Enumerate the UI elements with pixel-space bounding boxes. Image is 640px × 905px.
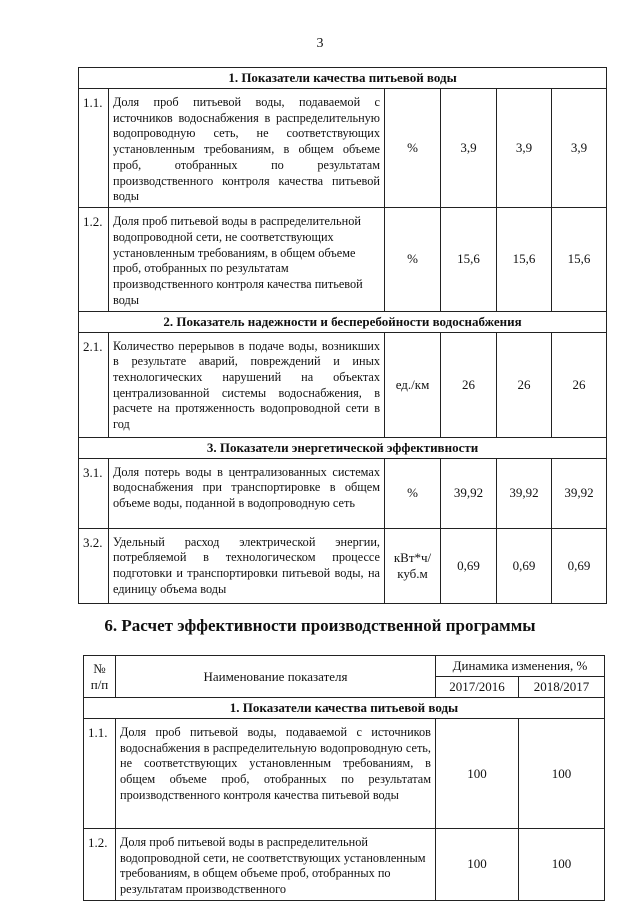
table-row	[79, 332, 607, 437]
section-heading: 6. Расчет эффективности производственной программы	[104, 616, 536, 635]
value-cell: 39,92	[497, 458, 552, 528]
value-cell: 0,69	[497, 528, 552, 603]
indicator-name: Доля проб питьевой воды в распределительной водопроводной сети, не соответствующих установленным требованиям, в общем объеме проб, отобранных по результатам производственного	[116, 829, 436, 901]
section-header	[79, 68, 607, 89]
row-number: 3.1.	[79, 458, 109, 528]
value-cell: 39,92	[552, 458, 607, 528]
header-period: 2017/2016	[436, 677, 519, 698]
table-row	[79, 458, 607, 528]
value-cell: 3,9	[497, 89, 552, 208]
page-number: 3	[316, 36, 324, 51]
section-title: 1. Показатели качества питьевой воды	[84, 698, 605, 719]
value-cell: 15,6	[552, 208, 607, 311]
value-cell: 3,9	[441, 89, 497, 208]
indicator-name: Доля проб питьевой воды, подаваемой с источников водоснабжения в распределительную водопроводную сеть, не соответствующих установленным требованиям, в общем объеме проб, отобранных по результатам производственного контроля качества питьевой воды	[109, 89, 385, 208]
value-cell: 0,69	[441, 528, 497, 603]
unit: %	[385, 89, 441, 208]
section-header	[84, 698, 605, 719]
value-cell: 26	[552, 332, 607, 437]
section-header	[79, 437, 607, 458]
section-title: 2. Показатель надежности и бесперебойности водоснабжения	[79, 311, 607, 332]
row-number: 1.1.	[84, 719, 116, 829]
indicator-name: Доля проб питьевой воды в распределительной водопроводной сети, не соответствующих установленным требованиям, в общем объеме проб, отобранных по результатам производственного контроля качества питьевой воды	[109, 208, 385, 311]
value-cell: 100	[519, 829, 605, 901]
efficiency-table	[83, 655, 605, 901]
header-name: Наименование показателя	[116, 656, 436, 698]
value-cell: 0,69	[552, 528, 607, 603]
value-cell: 100	[519, 719, 605, 829]
value-cell: 15,6	[441, 208, 497, 311]
unit: ед./км	[385, 332, 441, 437]
row-number: 1.2.	[84, 829, 116, 901]
value-cell: 15,6	[497, 208, 552, 311]
indicators-table	[78, 67, 607, 604]
table-row	[84, 719, 605, 829]
indicator-name: Удельный расход электрической энергии, потребляемой в технологическом процессе подготовки и транспортировки питьевой воды, на единицу объема воды	[109, 528, 385, 603]
section-title: 1. Показатели качества питьевой воды	[79, 68, 607, 89]
header-number: № п/п	[84, 656, 116, 698]
table-row	[79, 528, 607, 603]
section-title: 3. Показатели энергетической эффективности	[79, 437, 607, 458]
unit: кВт*ч/ куб.м	[385, 528, 441, 603]
value-cell: 39,92	[441, 458, 497, 528]
value-cell: 100	[436, 719, 519, 829]
row-number: 1.1.	[79, 89, 109, 208]
table-row	[79, 89, 607, 208]
row-number: 1.2.	[79, 208, 109, 311]
header-period: 2018/2017	[519, 677, 605, 698]
unit: %	[385, 208, 441, 311]
row-number: 2.1.	[79, 332, 109, 437]
value-cell: 3,9	[552, 89, 607, 208]
value-cell: 26	[497, 332, 552, 437]
indicator-name: Количество перерывов в подаче воды, возникших в результате аварий, повреждений и иных технологических нарушений на объектах централизованной системы водоснабжения, в расчете на протяженность водопроводной сети в год	[109, 332, 385, 437]
value-cell: 26	[441, 332, 497, 437]
unit: %	[385, 458, 441, 528]
table-row	[79, 208, 607, 311]
row-number: 3.2.	[79, 528, 109, 603]
table-header-row	[84, 656, 605, 677]
indicator-name: Доля потерь воды в централизованных системах водоснабжения при транспортировке в общем объеме воды, поданной в водопроводную сеть	[109, 458, 385, 528]
indicator-name: Доля проб питьевой воды, подаваемой с источников водоснабжения в распределительную водопроводную сеть, не соответствующих установленным требованиям, в общем объеме проб, отобранных по результатам производственного контроля качества питьевой воды	[116, 719, 436, 829]
value-cell: 100	[436, 829, 519, 901]
section-header	[79, 311, 607, 332]
table-row	[84, 829, 605, 901]
header-dynamics: Динамика изменения, %	[436, 656, 605, 677]
